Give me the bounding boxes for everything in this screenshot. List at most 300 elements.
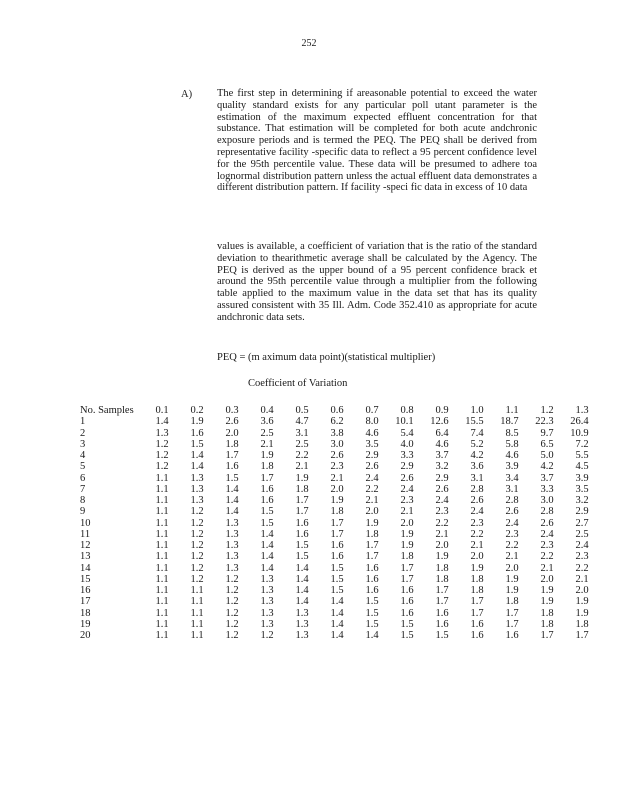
sample-count-cell: 7 (80, 483, 86, 495)
multiplier-cell: 2.1 (470, 540, 484, 551)
multiplier-cell: 1.2 (225, 630, 239, 641)
multiplier-cell: 3.1 (295, 427, 309, 439)
multiplier-cell: 1.7 (365, 540, 379, 551)
multiplier-cell: 1.3 (155, 427, 169, 439)
multiplier-cell: 10.1 (395, 416, 414, 428)
multiplier-cell: 2.1 (400, 506, 414, 518)
multiplier-cell: 1.9 (365, 517, 379, 529)
multiplier-cell: 2.3 (505, 528, 519, 540)
multiplier-cell: 15.5 (465, 416, 484, 428)
multiplier-cell: 1.6 (225, 461, 239, 473)
multiplier-cell: 18.7 (500, 416, 519, 428)
multiplier-cell: 1.3 (260, 585, 274, 596)
multiplier-table (80, 405, 589, 641)
multiplier-cell: 2.1 (260, 438, 274, 450)
multiplier-cell: 1.5 (295, 540, 309, 551)
multiplier-cell: 2.0 (400, 517, 414, 529)
multiplier-cell: 3.4 (505, 472, 519, 484)
table-row (80, 450, 589, 461)
multiplier-cell: 1.7 (505, 618, 519, 630)
multiplier-cell: 1.4 (330, 618, 344, 630)
multiplier-cell: 5.4 (400, 427, 414, 439)
multiplier-cell: 1.7 (295, 506, 309, 518)
multiplier-cell: 1.1 (155, 483, 169, 495)
multiplier-cell: 1.3 (225, 528, 239, 540)
sample-count-cell: 1 (80, 416, 86, 428)
multiplier-cell: 1.2 (190, 573, 204, 585)
table-row (80, 518, 589, 529)
multiplier-cell: 2.3 (540, 540, 554, 551)
multiplier-cell: 2.2 (505, 540, 519, 551)
multiplier-cell: 1.1 (155, 585, 169, 596)
sample-count-cell: 6 (80, 472, 86, 484)
sample-count-cell: 5 (80, 461, 86, 473)
sample-count-cell: 18 (80, 607, 91, 619)
multiplier-cell: 1.5 (400, 630, 414, 641)
multiplier-cell: 3.8 (330, 427, 344, 439)
multiplier-cell: 1.4 (155, 416, 169, 428)
multiplier-cell: 2.4 (470, 506, 484, 518)
multiplier-cell: 3.1 (505, 483, 519, 495)
peq-formula: PEQ = (m aximum data point)(statistical multiplier) (217, 352, 436, 363)
table-row (80, 506, 589, 517)
multiplier-cell: 2.8 (505, 495, 519, 506)
sample-count-cell: 16 (80, 585, 91, 596)
table-row (80, 540, 589, 551)
multiplier-cell: 1.1 (190, 618, 204, 630)
multiplier-cell: 1.9 (260, 450, 274, 461)
multiplier-cell: 1.8 (365, 528, 379, 540)
multiplier-cell: 1.8 (435, 562, 449, 574)
multiplier-cell: 4.6 (365, 427, 379, 439)
multiplier-cell: 1.7 (575, 630, 589, 641)
multiplier-cell: 2.4 (365, 472, 379, 484)
multiplier-cell: 1.6 (330, 540, 344, 551)
multiplier-cell: 2.3 (435, 506, 449, 518)
multiplier-cell: 3.2 (575, 495, 589, 506)
column-header: 0.9 (435, 405, 449, 416)
multiplier-cell: 3.5 (575, 483, 589, 495)
multiplier-cell: 1.3 (225, 517, 239, 529)
multiplier-cell: 2.5 (575, 528, 589, 540)
multiplier-cell: 1.7 (505, 607, 519, 619)
multiplier-cell: 10.9 (570, 427, 589, 439)
multiplier-cell: 2.0 (470, 551, 484, 563)
multiplier-cell: 1.7 (295, 495, 309, 506)
multiplier-cell: 6.4 (435, 427, 449, 439)
multiplier-cell: 2.5 (260, 427, 274, 439)
multiplier-cell: 1.8 (260, 461, 274, 473)
multiplier-cell: 7.2 (575, 438, 589, 450)
multiplier-cell: 2.1 (575, 573, 589, 585)
multiplier-cell: 2.2 (575, 562, 589, 574)
multiplier-cell: 1.7 (400, 573, 414, 585)
multiplier-cell: 9.7 (540, 427, 554, 439)
multiplier-cell: 12.6 (430, 416, 449, 428)
multiplier-cell: 2.0 (330, 483, 344, 495)
table-header-row (80, 405, 589, 416)
row-header-label: No. Samples (80, 405, 134, 416)
multiplier-cell: 3.5 (365, 438, 379, 450)
multiplier-cell: 1.7 (365, 551, 379, 563)
paragraph-2: values is available, a coefficient of variation that is the ratio of the standard deviation to thearithmetic average shall be calculated by the Agency. The PEQ is derived as the upper bound of a 95 percent confidence brack et around the 95th percentile value through a multiplier from the following table applied to the maximum value in the data set that has its quality assured consistent with 35 Ill. Adm. Code 352.410 as appropriate for acute andchronic data sets. (217, 241, 537, 323)
multiplier-cell: 3.0 (540, 495, 554, 506)
multiplier-cell: 1.3 (190, 483, 204, 495)
column-header: 0.3 (225, 405, 239, 416)
multiplier-cell: 2.3 (575, 551, 589, 563)
table-row (80, 439, 589, 450)
multiplier-cell: 2.6 (505, 506, 519, 518)
multiplier-cell: 1.8 (400, 551, 414, 563)
multiplier-cell: 3.7 (435, 450, 449, 461)
multiplier-cell: 3.6 (470, 461, 484, 473)
multiplier-cell: 1.2 (225, 607, 239, 619)
table-row (80, 461, 589, 472)
sample-count-cell: 15 (80, 573, 91, 585)
table-row (80, 619, 589, 630)
multiplier-cell: 1.6 (470, 630, 484, 641)
multiplier-cell: 1.1 (155, 562, 169, 574)
multiplier-cell: 1.2 (225, 585, 239, 596)
multiplier-cell: 2.3 (400, 495, 414, 506)
multiplier-cell: 1.2 (190, 562, 204, 574)
multiplier-cell: 1.9 (295, 472, 309, 484)
table-body (80, 416, 589, 641)
multiplier-cell: 1.9 (505, 585, 519, 596)
multiplier-cell: 4.0 (400, 438, 414, 450)
multiplier-cell: 1.8 (225, 438, 239, 450)
multiplier-cell: 1.4 (225, 495, 239, 506)
multiplier-cell: 6.2 (330, 416, 344, 428)
multiplier-cell: 1.7 (330, 528, 344, 540)
multiplier-cell: 1.1 (155, 551, 169, 563)
multiplier-cell: 1.4 (190, 450, 204, 461)
multiplier-cell: 2.4 (400, 483, 414, 495)
multiplier-cell: 2.1 (365, 495, 379, 506)
column-header: 1.0 (470, 405, 484, 416)
multiplier-cell: 1.1 (190, 585, 204, 596)
multiplier-cell: 1.9 (470, 562, 484, 574)
column-header: 1.3 (575, 405, 589, 416)
multiplier-cell: 1.6 (505, 630, 519, 641)
multiplier-cell: 1.6 (190, 427, 204, 439)
multiplier-cell: 1.4 (295, 596, 309, 608)
sample-count-cell: 19 (80, 618, 91, 630)
multiplier-cell: 4.6 (435, 438, 449, 450)
multiplier-cell: 2.6 (540, 517, 554, 529)
multiplier-cell: 2.3 (470, 517, 484, 529)
sample-count-cell: 13 (80, 551, 91, 563)
table-row (80, 608, 589, 619)
multiplier-cell: 2.1 (435, 528, 449, 540)
multiplier-cell: 1.4 (330, 607, 344, 619)
multiplier-cell: 1.6 (435, 607, 449, 619)
multiplier-cell: 1.5 (365, 596, 379, 608)
multiplier-cell: 4.2 (540, 461, 554, 473)
column-header: 1.1 (505, 405, 519, 416)
multiplier-cell: 1.5 (330, 585, 344, 596)
table-row (80, 563, 589, 574)
multiplier-cell: 1.6 (400, 607, 414, 619)
multiplier-cell: 1.5 (260, 517, 274, 529)
multiplier-cell: 1.1 (155, 607, 169, 619)
multiplier-cell: 2.7 (575, 517, 589, 529)
multiplier-cell: 1.7 (470, 596, 484, 608)
multiplier-cell: 2.1 (330, 472, 344, 484)
multiplier-cell: 1.8 (470, 585, 484, 596)
multiplier-cell: 2.2 (470, 528, 484, 540)
multiplier-cell: 1.6 (260, 483, 274, 495)
multiplier-cell: 1.5 (365, 607, 379, 619)
multiplier-cell: 1.5 (435, 630, 449, 641)
multiplier-cell: 1.3 (260, 607, 274, 619)
multiplier-cell: 1.8 (575, 618, 589, 630)
multiplier-cell: 3.9 (575, 472, 589, 484)
multiplier-cell: 1.4 (295, 573, 309, 585)
multiplier-cell: 1.1 (190, 607, 204, 619)
table-row (80, 574, 589, 585)
table-row (80, 529, 589, 540)
column-header: 0.6 (330, 405, 344, 416)
multiplier-cell: 2.0 (505, 562, 519, 574)
multiplier-cell: 1.1 (155, 495, 169, 506)
table-row (80, 495, 589, 506)
multiplier-cell: 2.8 (540, 506, 554, 518)
multiplier-cell: 1.1 (190, 596, 204, 608)
multiplier-cell: 2.6 (435, 483, 449, 495)
multiplier-cell: 1.3 (295, 618, 309, 630)
multiplier-cell: 2.9 (400, 461, 414, 473)
multiplier-cell: 3.9 (505, 461, 519, 473)
multiplier-cell: 1.7 (540, 630, 554, 641)
multiplier-cell: 1.4 (190, 461, 204, 473)
multiplier-cell: 3.3 (400, 450, 414, 461)
multiplier-cell: 1.3 (295, 607, 309, 619)
multiplier-cell: 4.2 (470, 450, 484, 461)
multiplier-cell: 1.7 (400, 562, 414, 574)
multiplier-cell: 1.2 (155, 450, 169, 461)
multiplier-cell: 1.4 (260, 551, 274, 563)
multiplier-cell: 1.7 (470, 607, 484, 619)
multiplier-cell: 2.9 (575, 506, 589, 518)
sample-count-cell: 4 (80, 450, 86, 461)
multiplier-cell: 1.2 (155, 461, 169, 473)
multiplier-cell: 1.9 (575, 596, 589, 608)
sample-count-cell: 17 (80, 596, 91, 608)
multiplier-cell: 1.6 (400, 585, 414, 596)
multiplier-cell: 1.9 (330, 495, 344, 506)
multiplier-cell: 1.9 (435, 551, 449, 563)
multiplier-cell: 1.8 (505, 596, 519, 608)
multiplier-cell: 2.2 (540, 551, 554, 563)
multiplier-cell: 3.7 (540, 472, 554, 484)
multiplier-cell: 1.3 (260, 573, 274, 585)
multiplier-cell: 1.3 (225, 551, 239, 563)
multiplier-cell: 4.7 (295, 416, 309, 428)
multiplier-cell: 1.8 (470, 573, 484, 585)
multiplier-cell: 1.2 (190, 506, 204, 518)
multiplier-cell: 1.1 (155, 618, 169, 630)
multiplier-cell: 1.2 (225, 618, 239, 630)
multiplier-cell: 1.2 (225, 596, 239, 608)
multiplier-cell: 5.0 (540, 450, 554, 461)
multiplier-cell: 2.8 (470, 483, 484, 495)
table-title: Coefficient of Variation (248, 378, 348, 389)
multiplier-cell: 1.9 (400, 528, 414, 540)
multiplier-cell: 1.3 (260, 618, 274, 630)
multiplier-cell: 7.4 (470, 427, 484, 439)
multiplier-cell: 2.2 (435, 517, 449, 529)
section-label: A) (181, 89, 193, 100)
multiplier-cell: 1.6 (330, 551, 344, 563)
multiplier-cell: 1.7 (260, 472, 274, 484)
multiplier-cell: 1.4 (330, 630, 344, 641)
multiplier-cell: 1.4 (295, 562, 309, 574)
column-header: 0.7 (365, 405, 379, 416)
multiplier-cell: 2.3 (330, 461, 344, 473)
multiplier-cell: 1.1 (155, 630, 169, 641)
multiplier-cell: 1.3 (295, 630, 309, 641)
multiplier-cell: 1.9 (575, 607, 589, 619)
multiplier-cell: 8.5 (505, 427, 519, 439)
multiplier-cell: 1.6 (365, 573, 379, 585)
table-row (80, 428, 589, 439)
table-row (80, 630, 589, 641)
multiplier-cell: 1.5 (400, 618, 414, 630)
table-row (80, 484, 589, 495)
multiplier-cell: 1.4 (260, 540, 274, 551)
sample-count-cell: 9 (80, 506, 86, 518)
multiplier-cell: 1.2 (190, 540, 204, 551)
multiplier-cell: 26.4 (570, 416, 589, 428)
multiplier-cell: 1.8 (540, 618, 554, 630)
multiplier-cell: 1.4 (365, 630, 379, 641)
multiplier-cell: 1.7 (435, 585, 449, 596)
multiplier-cell: 1.7 (330, 517, 344, 529)
multiplier-cell: 2.5 (295, 438, 309, 450)
table-row (80, 416, 589, 427)
multiplier-cell: 1.6 (365, 562, 379, 574)
multiplier-cell: 5.2 (470, 438, 484, 450)
multiplier-cell: 1.1 (155, 506, 169, 518)
multiplier-cell: 2.9 (435, 472, 449, 484)
multiplier-cell: 1.5 (330, 573, 344, 585)
column-header: 0.5 (295, 405, 309, 416)
sample-count-cell: 11 (80, 528, 91, 540)
multiplier-cell: 1.2 (190, 517, 204, 529)
multiplier-cell: 2.2 (365, 483, 379, 495)
multiplier-cell: 1.8 (295, 483, 309, 495)
column-header: 0.2 (190, 405, 204, 416)
multiplier-cell: 1.7 (225, 450, 239, 461)
multiplier-cell: 1.3 (260, 596, 274, 608)
multiplier-cell: 1.6 (295, 517, 309, 529)
column-header: 1.2 (540, 405, 554, 416)
multiplier-cell: 1.6 (365, 585, 379, 596)
multiplier-cell: 2.6 (400, 472, 414, 484)
multiplier-cell: 1.9 (400, 540, 414, 551)
multiplier-cell: 2.1 (295, 461, 309, 473)
multiplier-cell: 2.9 (365, 450, 379, 461)
multiplier-cell: 1.3 (225, 562, 239, 574)
multiplier-cell: 2.2 (295, 450, 309, 461)
multiplier-cell: 1.2 (190, 528, 204, 540)
multiplier-cell: 2.6 (330, 450, 344, 461)
table-row (80, 473, 589, 484)
column-header: 0.4 (260, 405, 274, 416)
multiplier-cell: 1.1 (155, 573, 169, 585)
multiplier-cell: 5.8 (505, 438, 519, 450)
multiplier-cell: 2.4 (540, 528, 554, 540)
multiplier-cell: 1.4 (330, 596, 344, 608)
multiplier-cell: 1.4 (260, 528, 274, 540)
table-row (80, 551, 589, 562)
multiplier-cell: 8.0 (365, 416, 379, 428)
multiplier-cell: 1.8 (540, 607, 554, 619)
sample-count-cell: 8 (80, 495, 86, 506)
multiplier-cell: 2.4 (575, 540, 589, 551)
multiplier-cell: 2.6 (365, 461, 379, 473)
multiplier-cell: 2.0 (225, 427, 239, 439)
multiplier-cell: 1.5 (295, 551, 309, 563)
multiplier-cell: 1.9 (540, 585, 554, 596)
multiplier-cell: 1.5 (190, 438, 204, 450)
multiplier-cell: 1.2 (225, 573, 239, 585)
multiplier-cell: 2.0 (365, 506, 379, 518)
table-row (80, 596, 589, 607)
paragraph-1: The first step in determining if areasonable potential to exceed the water quality standard exists for any particular poll utant parameter is the estimation of the maximum expected effluent concentration for that substance. That estimation will be completed for both acute andchronic exposure periods and is termed the PEQ. The PEQ shall be derived from representative facility -specific data to reflect a 95 percent confidence level for the 95th percentile value. These data will be presumed to adhere toa lognormal distribution pattern unless the actual effluent data demonstrates a different distribution pattern. If facility -speci fic data in excess of 10 data (217, 88, 537, 194)
multiplier-cell: 2.4 (435, 495, 449, 506)
multiplier-cell: 2.1 (540, 562, 554, 574)
multiplier-cell: 1.3 (190, 472, 204, 484)
sample-count-cell: 20 (80, 630, 91, 641)
multiplier-cell: 3.0 (330, 438, 344, 450)
sample-count-cell: 10 (80, 517, 91, 529)
multiplier-cell: 1.5 (225, 472, 239, 484)
multiplier-cell: 22.3 (535, 416, 554, 428)
multiplier-cell: 1.6 (435, 618, 449, 630)
multiplier-cell: 1.2 (260, 630, 274, 641)
multiplier-cell: 3.3 (540, 483, 554, 495)
multiplier-cell: 2.6 (225, 416, 239, 428)
multiplier-cell: 1.4 (225, 506, 239, 518)
multiplier-cell: 1.2 (155, 438, 169, 450)
multiplier-cell: 3.2 (435, 461, 449, 473)
column-header: 0.1 (155, 405, 169, 416)
sample-count-cell: 3 (80, 438, 86, 450)
multiplier-cell: 1.8 (435, 573, 449, 585)
multiplier-cell: 4.5 (575, 461, 589, 473)
multiplier-cell: 3.1 (470, 472, 484, 484)
multiplier-cell: 1.1 (155, 596, 169, 608)
multiplier-cell: 1.8 (330, 506, 344, 518)
multiplier-cell: 1.6 (400, 596, 414, 608)
multiplier-cell: 1.1 (155, 540, 169, 551)
multiplier-cell: 1.9 (505, 573, 519, 585)
multiplier-cell: 1.4 (295, 585, 309, 596)
multiplier-cell: 1.3 (190, 495, 204, 506)
sample-count-cell: 14 (80, 562, 91, 574)
table-row (80, 585, 589, 596)
sample-count-cell: 12 (80, 540, 91, 551)
multiplier-cell: 2.0 (540, 573, 554, 585)
multiplier-cell: 1.1 (155, 528, 169, 540)
multiplier-cell: 5.5 (575, 450, 589, 461)
multiplier-cell: 1.5 (260, 506, 274, 518)
multiplier-cell: 1.5 (330, 562, 344, 574)
multiplier-cell: 3.6 (260, 416, 274, 428)
multiplier-cell: 1.9 (190, 416, 204, 428)
